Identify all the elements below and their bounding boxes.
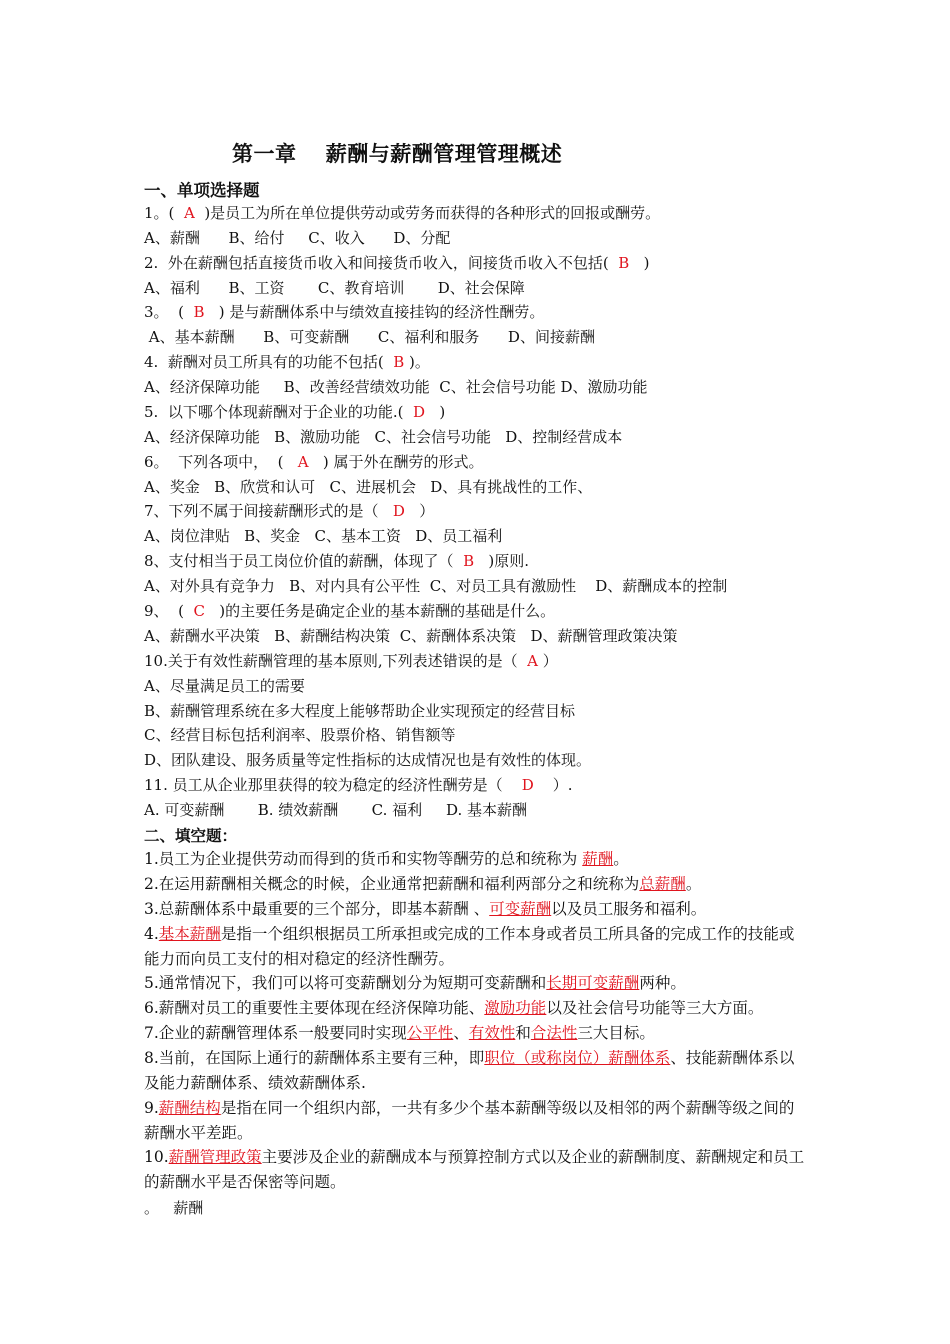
fill-10: 10.薪酬管理政策主要涉及企业的薪酬成本与预算控制方式以及企业的薪酬制度、薪酬规定和员工的薪酬水平是否保密等问题。 bbox=[144, 1148, 805, 1191]
answer: B bbox=[193, 303, 205, 321]
fill-2: 2.在运用薪酬相关概念的时候，企业通常把薪酬和福利两部分之和统称为总薪酬。 bbox=[144, 875, 702, 893]
answer: 职位（或称岗位）薪酬体系 bbox=[484, 1049, 671, 1067]
answer: 薪酬 bbox=[582, 850, 614, 868]
answer: B bbox=[618, 254, 630, 272]
options-9: A、薪酬水平决策 B、薪酬结构决策 C、薪酬体系决策 D、薪酬管理政策决策 bbox=[144, 627, 678, 645]
question-6: 6。 下列各项中， ( A ) 属于外在酬劳的形式。 bbox=[144, 453, 484, 471]
options-4: A、经济保障功能 B、改善经营绩效功能 C、社会信号功能 D、激励功能 bbox=[144, 378, 648, 396]
options-6: A、奖金 B、欣赏和认可 C、进展机会 D、具有挑战性的工作、 bbox=[144, 478, 593, 496]
answer: 薪酬管理政策 bbox=[168, 1148, 262, 1166]
fill-1: 1.员工为企业提供劳动而得到的货币和实物等酬劳的总和统称为 薪酬。 bbox=[144, 850, 629, 868]
options-5: A、经济保障功能 B、激励功能 C、社会信号功能 D、控制经营成本 bbox=[144, 428, 623, 446]
answer: A bbox=[297, 453, 309, 471]
options-11: A. 可变薪酬 B. 绩效薪酬 C. 福利 D. 基本薪酬 bbox=[144, 801, 528, 819]
answer: 有效性 bbox=[468, 1024, 516, 1042]
question-1: 1。( A )是员工为所在单位提供劳动或劳务而获得的各种形式的回报或酬劳。 bbox=[144, 204, 661, 222]
fill-9: 9.薪酬结构是指在同一个组织内部，一共有多少个基本薪酬等级以及相邻的两个薪酬等级之间的薪酬水平差距。 bbox=[144, 1099, 795, 1142]
answer: 公平性 bbox=[406, 1024, 454, 1042]
options-3: A、基本薪酬 B、可变薪酬 C、福利和服务 D、间接薪酬 bbox=[144, 328, 595, 346]
fill-6: 6.薪酬对员工的重要性主要体现在经济保障功能、激励功能以及社会信号功能等三大方面。 bbox=[144, 999, 764, 1017]
question-8: 8、支付相当于员工岗位价值的薪酬，体现了（ B )原则. bbox=[144, 552, 530, 570]
fill-3: 3.总薪酬体系中最重要的三个部分，即基本薪酬 、可变薪酬以及员工服务和福利。 bbox=[144, 900, 707, 918]
options-7: A、岗位津贴 B、奖金 C、基本工资 D、员工福利 bbox=[144, 527, 503, 545]
chapter-title: 第一章 薪酬与薪酬管理管理概述 bbox=[232, 142, 563, 166]
answer: 激励功能 bbox=[484, 999, 547, 1017]
answer: B bbox=[393, 353, 405, 371]
answer: 基本薪酬 bbox=[158, 925, 221, 943]
fill-7: 7.企业的薪酬管理体系一般要同时实现公平性、有效性和合法性三大目标。 bbox=[144, 1024, 655, 1042]
question-10: 10.关于有效性薪酬管理的基本原则,下列表述错误的是（ A ） bbox=[144, 652, 558, 670]
options-1: A、薪酬 B、给付 C、收入 D、分配 bbox=[144, 229, 451, 247]
section-heading-fill: 二、填空题： bbox=[144, 827, 238, 845]
answer: D bbox=[521, 776, 534, 794]
question-7: 7、下列不属于间接薪酬形式的是（ D ） bbox=[144, 502, 435, 520]
options-8: A、对外具有竞争力 B、对内具有公平性 C、对员工具有激励性 D、薪酬成本的控制 bbox=[144, 577, 728, 595]
answer: D bbox=[392, 502, 405, 520]
answer: 可变薪酬 bbox=[489, 900, 552, 918]
question-3: 3。 ( B ) 是与薪酬体系中与绩效直接挂钩的经济性酬劳。 bbox=[144, 303, 545, 321]
question-11: 11. 员工从企业那里获得的较为稳定的经济性酬劳是（ D ）. bbox=[144, 776, 573, 794]
fill-5: 5.通常情况下，我们可以将可变薪酬划分为短期可变薪酬和长期可变薪酬两种。 bbox=[144, 974, 686, 992]
option-10-b: B、薪酬管理系统在多大程度上能够帮助企业实现预定的经营目标 bbox=[144, 702, 576, 720]
answer: 薪酬结构 bbox=[158, 1099, 221, 1117]
answer: 总薪酬 bbox=[639, 875, 686, 893]
option-10-a: A、尽量满足员工的需要 bbox=[144, 677, 305, 695]
option-10-d: D、团队建设、服务质量等定性指标的达成情况也是有效性的体现。 bbox=[144, 751, 592, 769]
answer: D bbox=[413, 403, 426, 421]
question-2: 2. 外在薪酬包括直接货币收入和间接货币收入，间接货币收入不包括( B ) bbox=[144, 254, 650, 272]
answer: A bbox=[527, 652, 539, 670]
fill-8: 8.当前，在国际上通行的薪酬体系主要有三种，即职位（或称岗位）薪酬体系、技能薪酬体系以及能力薪酬体系、绩效薪酬体系. bbox=[144, 1049, 795, 1092]
answer: 长期可变薪酬 bbox=[546, 974, 640, 992]
answer: B bbox=[463, 552, 475, 570]
option-10-c: C、经营目标包括利润率、股票价格、销售额等 bbox=[144, 726, 456, 744]
answer: C bbox=[193, 602, 205, 620]
trailing-text: 。 薪酬 bbox=[144, 1199, 204, 1217]
question-5: 5. 以下哪个体现薪酬对于企业的功能.( D ) bbox=[144, 403, 446, 421]
answer: A bbox=[183, 204, 195, 222]
question-4: 4. 薪酬对员工所具有的功能不包括( B )。 bbox=[144, 353, 430, 371]
question-9: 9、 ( C )的主要任务是确定企业的基本薪酬的基础是什么。 bbox=[144, 602, 556, 620]
options-2: A、福利 B、工资 C、教育培训 D、社会保障 bbox=[144, 279, 525, 297]
section-heading-choice: 一、单项选择题 bbox=[144, 181, 260, 200]
answer: 合法性 bbox=[530, 1024, 578, 1042]
fill-4: 4.基本薪酬是指一个组织根据员工所承担或完成的工作本身或者员工所具备的完成工作的技能或能力而向员工支付的相对稳定的经济性酬劳。 bbox=[144, 925, 795, 968]
